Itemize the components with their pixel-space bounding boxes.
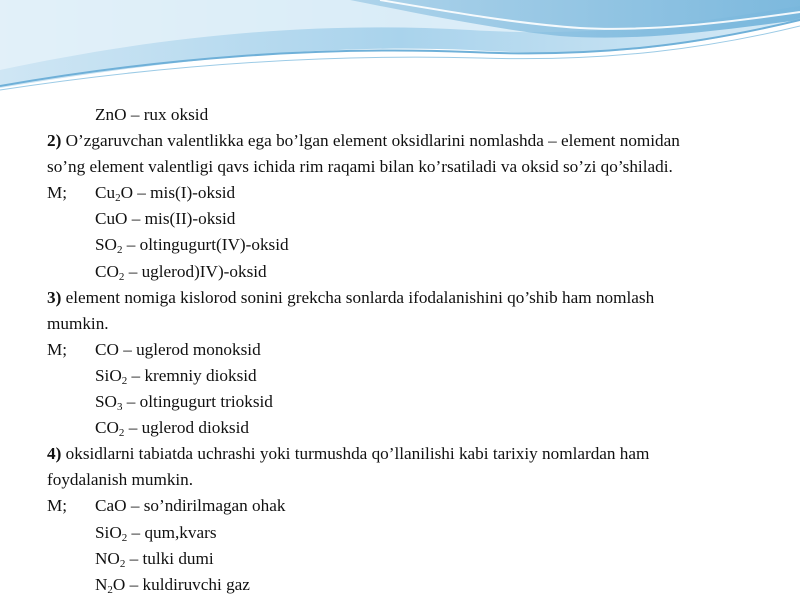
rule-3-line-1: 3) element nomiga kislorod sonini grekcha sonlarda ifodalanishini qo’shib ham nomlash xyxy=(47,287,655,307)
example-label: M; xyxy=(47,339,68,359)
formula: SiO$_2$ xyxy=(95,522,128,544)
formula: CuO xyxy=(95,209,128,229)
example-label: M; xyxy=(47,496,68,516)
oxide-name: – kuldiruvchi gaz xyxy=(125,574,250,594)
rule-2-line-1: 2) O’zgaruvchan valentlikka ega bo’lgan element oksidlarini nomlashda – element nomidan xyxy=(47,131,680,151)
line-example xyxy=(47,546,787,572)
oxide-name: – tulki dumi xyxy=(125,548,214,568)
line-example xyxy=(47,206,787,232)
rule-4-line-1: 4) oksidlarni tabiatda uchrashi yoki turmushda qo’llanilishi kabi tarixiy nomlardan ham xyxy=(47,444,650,464)
line-example xyxy=(47,363,787,389)
rule-number: 3) xyxy=(47,287,62,307)
formula: CaO xyxy=(95,496,127,516)
rule-number: 4) xyxy=(47,444,62,464)
formula: $CO_2$ xyxy=(95,418,125,440)
oxide-name: – oltingugurt trioksid xyxy=(122,392,273,412)
rule-3-line-2: mumkin. xyxy=(47,313,109,333)
oxide-name: – so’ndirilmagan ohak xyxy=(126,496,286,516)
oxide-name: – uglerod monoksid xyxy=(118,339,261,359)
oxide-name: – uglerod dioksid xyxy=(124,418,249,438)
formula: $CO_2$ xyxy=(95,261,125,283)
rule-2-line-2: so’ng element valentligi qavs ichida rim raqami bilan ko’rsatiladi va oksid so’zi qo’shiladi. xyxy=(47,157,673,177)
oxide-name: – oltingugurt(IV)-oksid xyxy=(122,235,289,255)
oxide-name: – rux oksid xyxy=(126,105,209,124)
document-body xyxy=(47,102,787,598)
line-example xyxy=(47,493,787,519)
oxide-name: – uglerod)IV)-oksid xyxy=(124,261,267,281)
example-label: M; xyxy=(47,183,68,203)
formula: CO xyxy=(95,339,119,359)
formula: $Cu_2O$ xyxy=(95,183,133,205)
line-example xyxy=(47,102,787,128)
formula: ZnO xyxy=(95,105,127,124)
line-example xyxy=(47,389,787,415)
line-example xyxy=(47,337,787,363)
formula: SiO$_2$ xyxy=(95,365,128,387)
line-example xyxy=(47,259,787,285)
line-example xyxy=(47,232,787,258)
oxide-name: – mis(I)-oksid xyxy=(132,183,236,203)
rule-number: 2) xyxy=(47,131,62,151)
line-example xyxy=(47,572,787,598)
decorative-wave-header xyxy=(0,0,800,100)
line-example xyxy=(47,415,787,441)
line-example xyxy=(47,180,787,206)
formula: $N_2O$ xyxy=(95,574,126,596)
oxide-name: – qum,kvars xyxy=(127,522,217,542)
line-example xyxy=(47,520,787,546)
rule-4-line-2: foydalanish mumkin. xyxy=(47,470,194,490)
oxide-name: – mis(II)-oksid xyxy=(127,209,236,229)
formula: $NO_2$ xyxy=(95,548,126,570)
oxide-name: – kremniy dioksid xyxy=(127,365,257,385)
formula: $SO_2$ xyxy=(95,235,123,257)
formula: $SO_3$ xyxy=(95,392,123,414)
